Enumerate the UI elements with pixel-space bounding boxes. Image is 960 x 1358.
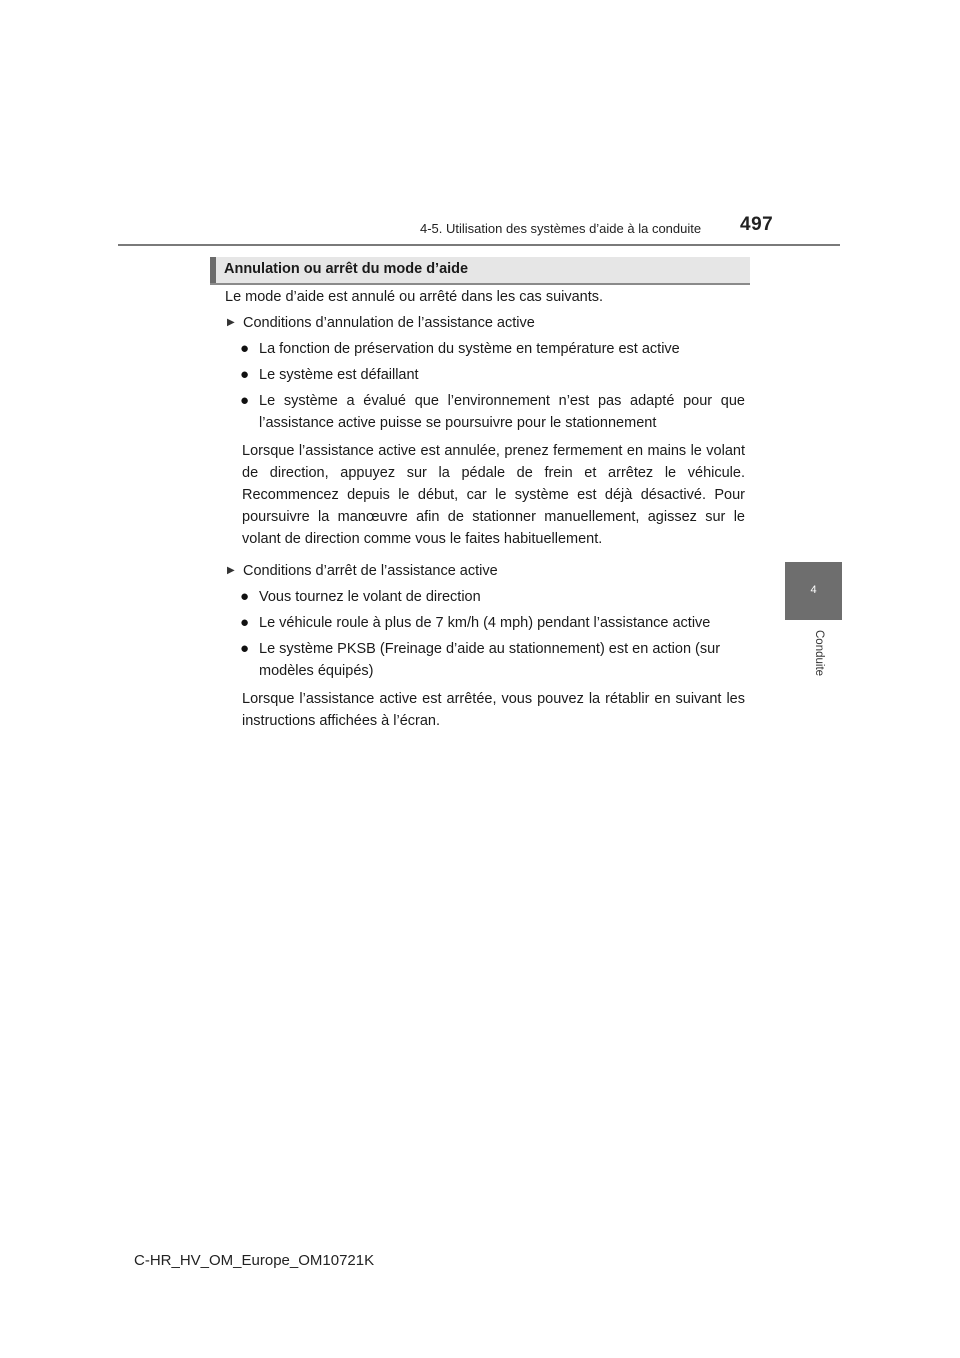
bullet-icon: ●: [240, 614, 250, 631]
stop-note: Lorsque l’assistance active est arrêtée, vous pouvez la rétablir en suivant les instructions affichées à l’écran.: [242, 691, 745, 729]
stop-conditions-heading-text: Conditions d’arrêt de l’assistance active: [243, 563, 498, 579]
chapter-tab: [785, 562, 842, 620]
list-item: [225, 612, 745, 634]
stop-conditions-heading: [225, 560, 745, 582]
section-heading-accent: [210, 257, 216, 283]
section-heading-bar: [210, 257, 750, 285]
cancel-conditions-heading: [225, 312, 745, 334]
arrow-right-icon: ▶: [227, 565, 235, 576]
list-item: [225, 338, 745, 360]
main-content: [225, 312, 745, 732]
header-section-title: 4-5. Utilisation des systèmes d’aide à la conduite: [420, 221, 702, 236]
cancel-conditions-heading-text: Conditions d’annulation de l’assistance active: [243, 315, 535, 331]
bullet-icon: ●: [240, 392, 250, 409]
list-item-text: Le système est défaillant: [259, 367, 419, 383]
bullet-icon: ●: [240, 340, 250, 357]
bullet-icon: ●: [240, 366, 250, 383]
list-item: [225, 390, 745, 434]
chapter-number: 4: [810, 584, 817, 596]
header-divider: [118, 244, 840, 246]
list-item: [225, 586, 745, 608]
section-title: Annulation ou arrêt du mode d’aide: [224, 261, 469, 277]
list-item-text: Le système PKSB (Freinage d’aide au stationnement) est en action (sur modèles équipés): [259, 641, 721, 679]
cancel-note: Lorsque l’assistance active est annulée, prenez fermement en mains le volant de direction, appuyez sur la pédale de frein et arrêtez le véhicule. Recommencez depuis le début, car le système est déjà désactivé. Pour poursuivre la manœuvre afin de stationner manuellement, agissez sur le volant de direction comme vous le faites habituellement.: [242, 443, 745, 547]
list-item-text: La fonction de préservation du système en température est active: [259, 341, 680, 357]
list-item: [225, 364, 745, 386]
document-footer-code: C-HR_HV_OM_Europe_OM10721K: [134, 1252, 375, 1269]
list-item-text: Le véhicule roule à plus de 7 km/h (4 mph) pendant l’assistance active: [259, 615, 711, 631]
arrow-right-icon: ▶: [227, 317, 235, 328]
list-item-text: Le système a évalué que l’environnement n’est pas adapté pour que l’assistance active puisse se poursuivre pour le stationnement: [259, 393, 745, 431]
list-item: [225, 638, 745, 682]
page-number: 497: [740, 214, 774, 235]
bullet-icon: ●: [240, 640, 250, 657]
intro-text: Le mode d’aide est annulé ou arrêté dans les cas suivants.: [225, 289, 604, 305]
list-item-text: Vous tournez le volant de direction: [259, 589, 481, 605]
bullet-icon: ●: [240, 588, 250, 605]
chapter-label: Conduite: [813, 630, 825, 677]
